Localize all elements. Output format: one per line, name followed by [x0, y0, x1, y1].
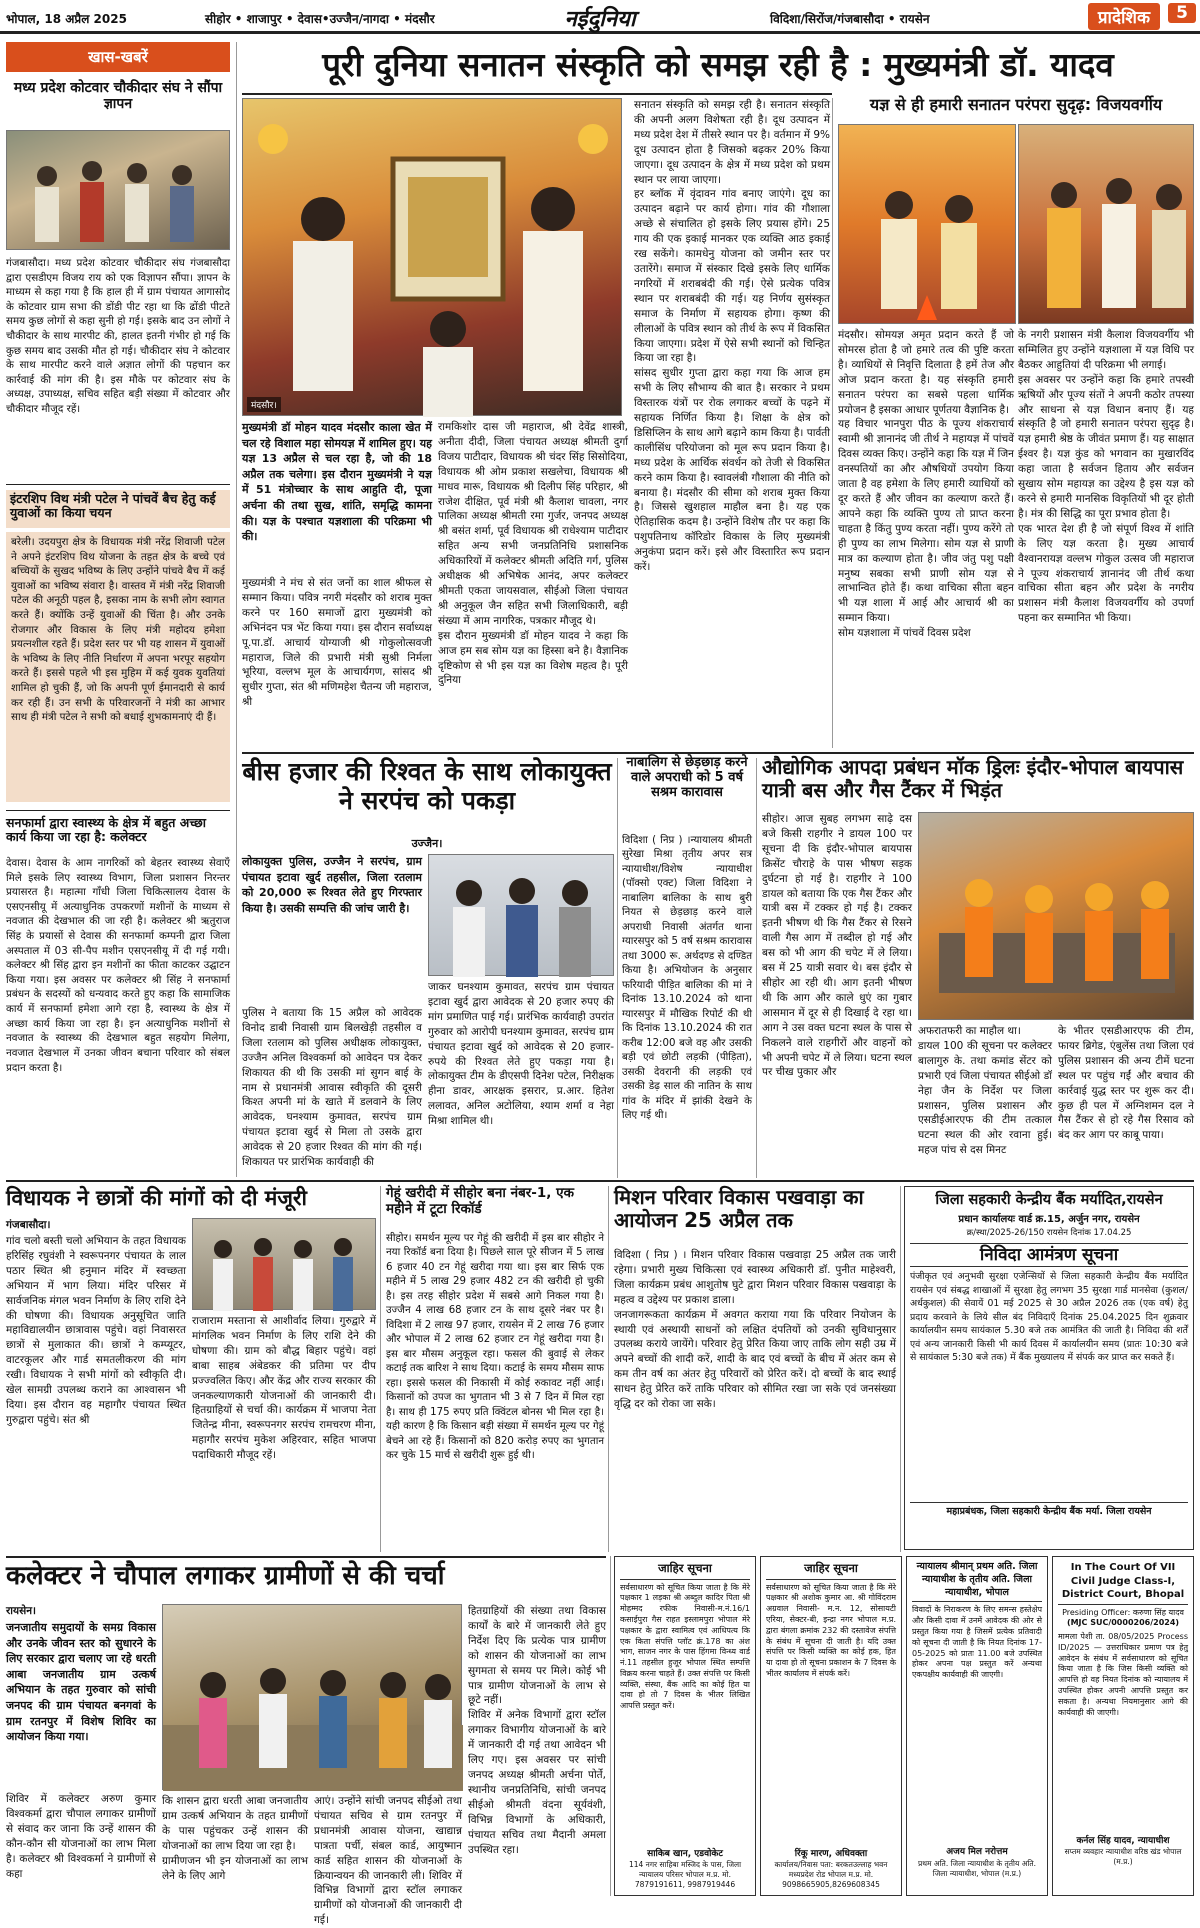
rescue-team-icon: [919, 813, 1195, 1021]
bribe-col2: जाकर घनश्याम कुमावत, सरपंच ग्राम पंचायत इटावा खुर्द द्वारा आवेदक से 20 हजार रुपए की मांग प्रमाणित पाई गई। प्रारंभिक कार्यवाही उपरांत गुरुवार को आरोपी घनश्याम कुमावत, सरपंच ग्राम पंचायत इटावा खुर्द को आवेदक से 20 हजार- रुपये की रिश्वत लेते हुए पकड़ा गया है। लोकायुक्त टीम के डीएसपी दिनेश पटेल, निरीक्षक हीना डावर, आरक्षक इसरार, प्र.आर. हितेश ललावत, अनिल अटोलिया, श्याम शर्मा व नेहा मिश्रा शामिल थी।: [428, 981, 614, 1128]
right-top-col1: मंदसौर। सोमयज्ञ अमृत प्रदान करते हैं जो सोमरस होता है जो हमारे तत्व की पुष्टि करता है। व्याधियों से निवृत्ति दिलाता है हमें तेज और ओज प्रदान करता है। यह संस्कृति हमारी सनातन परंपरा का सबसे पहला धार्मिक प्रयोजन है इसका आधार पूर्णतया वैज्ञानिक है। यह विचार भानपुरा पीठ के पूज्य शंकराचार्य स्वामी श्री ज्ञानानंद जी तीर्थ ने महायज्ञ में पांचवें दिवस व्यक्त किए। उन्होंने कहा कि यज्ञ में जिन वनस्पतियों का और औषधियों उपयोग किया जाता है वह हमेशा के लिए हमारी व्याधियों को दूर करते हैं और जीवन का कल्याण करते हैं। आपने कहा कि व्यक्ति पुण्य तो प्राप्त करना चाहता है किंतु पुण्य करता नहीं। पुण्य करेंगे तो ही पुण्य का लाभ मिलेगा। सोम यज्ञ से प्राणी मात्र का कल्याण होता है। जीव जंतु पशु पक्षी मनुष्य सबका सभी प्राणी सोम यज्ञ से लाभान्वित होते हैं। कथा वाचिका सीता बहन भी यज्ञ शाला में आई और आचार्य श्री का सम्मान किया। सोम यज्ञशाला में पांचवें दिवस प्रदेश: [838, 329, 1014, 640]
pocso-body: विदिशा ( निप्र ) ।न्यायालय श्रीमती सुरेखा मिश्रा तृतीय अपर सत्र न्यायाधीश/विशेष न्यायाधीश (पॉक्सो एक्ट) जिला विदिशा ने नाबालिग बालिका के साथ बुरी नियत से छेड़छाड़ करने वाले अपराधी निवासी अंतर्गत थाना ग्यारसपुर को 5 वर्ष सश्रम कारावास तथा 3000 रू. अर्थदण्ड से दण्डित किया है। अभियोजन के अनुसार फरियादी पीड़ित बालिका की मां ने दिनांक 13.10.2024 को थाना ग्यारसपुर में मौखिक रिपोर्ट की थी कि दिनांक 13.10.2024 की रात करीब 12:00 बजे वह और उसकी बड़ी एवं छोटी लड़की (पीड़िता), उसकी देवरानी की लड़की एवं उसकी डेढ़ साल की नातिन के साथ गांव के मंदिर में झांकी देखने के लिए गई थी।: [622, 835, 752, 1122]
sidebar-story1-headline: मध्य प्रदेश कोटवार चौकीदार संघ ने सौंपा ज्ञापन: [13, 80, 223, 113]
column-rule: [832, 98, 833, 748]
people-group-icon: [7, 131, 231, 251]
edition-date: भोपाल, 18 अप्रैल 2025: [6, 12, 127, 26]
collector-col2: कि शासन द्वारा धरती आबा जनजातीय ग्राम उत्कर्ष अभियान के तहत ग्रामीणों के पास पहुंचकर उन्हें शासन की योजनाओं का लाभ दिया जा रहा है। ग्रामीणजन भी इन योजनाओं का लाभ लेने के लिए आगे: [162, 1795, 308, 1882]
page-number: 5: [1168, 3, 1196, 23]
cities-left: सीहोर • शाजापुर • देवास•उज्जैन/नागदा • मंदसौर: [205, 12, 435, 26]
newspaper-logo: नईदुनिया: [564, 6, 636, 32]
bank-tender-body: पंजीकृत एवं अनुभवी सुरक्षा एजेन्सियों से जिला सहकारी केन्द्रीय बैंक मर्यादित रायसेन एवं संबद्ध शाखाओं में सुरक्षा हेतु लगभग 35 सुरक्षा गार्ड मानसेवा (कुशल/अर्धकुशल) की सेवायें 01 मई 2025 से 30 अप्रैल 2026 तक (एक वर्ष) हेतु प्रदाय करवाने के लिये सील बंद निविदाएँ दिनांक 25.04.2025 दिन शुक्रवार कार्यालयीन समय सायंकाल 5.30 बजे तक आमंत्रित की जाती है। निविदा की शर्तें एवं अन्य जानकारी किसी भी कार्य दिवस में कार्यालयीन समय (प्रातः 10:30 बजे से सायंकाल 5:30 बजे तक) में बैंक मुख्यालय में संपर्क कर प्राप्त कर सकते हैं।: [910, 1271, 1188, 1364]
notice1-signer-address: 114 नगर साहिबा मस्जिद के पास, जिला न्यायालय परिसर भोपाल म.प्र. मो. 7879191611, 9987919446: [628, 1859, 742, 1889]
lead-photo-caption: मंदसौर।: [247, 397, 281, 412]
notice2-signer-address: कार्यालय/निवास पता: बरकतउल्लाह भवन मध्यप्रदेश रोड भोपाल म.प्र. मो. 9098665905,8269608345: [774, 1859, 888, 1889]
notice3-body: विवादों के निराकरण के लिए समन्स हस्तेक्षेप और किसी दावा में उनमें आवेदक की ओर से प्रस्तुत किया गया है जिसमें प्रत्येक प्रतिवादी को सूचना दी जाती है कि नियत दिनांक 17-05-2025 को प्रातः 11.00 बजे उपस्थित होकर अपना पक्ष प्रस्तुत करें अन्यथा एकपक्षीय कार्यवाही की जाएगी।: [912, 1605, 1042, 1680]
notice-court-bhopal: [906, 1556, 1048, 1896]
photo-bribe-accused: [428, 854, 614, 976]
wheat-body: सीहोर। समर्थन मूल्य पर गेहूं की खरीदी में इस बार सीहोर ने नया रिकॉर्ड बना दिया है। पिछले साल पूरे सीजन में 5 लाख 6 हजार 40 टन गेहूं खरीदा गया था। इस बार सिर्फ एक महीने में 5 लाख 29 हजार 482 टन की खरीदी हो चुकी है। इस तरह सीहोर प्रदेश में सबसे आगे निकल गया है। उज्जैन 4 लाख 68 हजार टन के साथ दूसरे नंबर पर है। विदिशा में 2 लाख 97 हजार, रायसेन में 2 लाख 76 हजार और भोपाल में 2 लाख 62 हजार टन गेहूं खरीदा गया है। इस बार मौसम अनुकूल रहा। फसल की बुवाई से लेकर कटाई तक बारिश ने साथ दिया। कटाई के समय मौसम साफ रहा। इससे फसल की निकासी में कोई रुकावट नहीं आई। किसानों को उपज का भुगतान भी 3 से 7 दिन में मिल रहा है। साथ ही 175 रुपए प्रति क्विंटल बोनस भी मिल रहा है। यही कारण है कि किसान बड़ी संख्या में समर्थन मूल्य पर गेहूं बेचने आ रहे हैं। किसानों को 820 करोड़ रुपए का भुगतान कर चुके 15 मार्च से खरीदी शुरू हुई थी।: [386, 1233, 604, 1462]
bank-tender-office: प्रधान कार्यालयः वार्ड क्र.15, अर्जुन नगर, रायसेन: [958, 1213, 1140, 1225]
notice3-title: न्यायालय श्रीमान् प्रथम अति. जिला न्यायाधीश के तृतीय अति. जिला न्यायाधीश, भोपाल: [912, 1561, 1042, 1602]
notice4-signer-address: सप्तम व्यवहार न्यायाधीश वरिष्ठ खंड भोपाल (म.प्र.): [1064, 1847, 1182, 1867]
collector-col3: आएं। उन्होंने सांची जनपद सीईओ तथा पंचायत सचिव से ग्राम रतनपुर में प्रधानमंत्री आवास योजना, खाद्यान्न पात्रता पर्ची, संबल कार्ड, आयुष्मान कार्ड सहित शासन की योजनाओं के क्रियान्वयन की जानकारी ली। शिविर में विभिन्न विभागों द्वारा स्टॉल लगाकर ग्रामीणों को योजनाओं की जानकारी दी गई।: [314, 1795, 462, 1927]
notice1-signer: साकिब खान, एडवोकेट: [647, 1848, 723, 1859]
bribe-col1: पुलिस ने बताया कि 15 अप्रैल को आवेदक विनोद डाबी निवासी ग्राम बिलखेड़ी तहसील व जिला रतलाम को पुलिस अधीक्षक लोकायुक्त, उज्जैन अनिल विश्वकर्मा को आवेदन पत्र देकर शिकायत की थी कि उसकी मां सुगन बाई के नाम से प्रधानमंत्री आवास स्वीकृति की दूसरी किश्त अपनी मां के खाते में डलवाने के लिए आवेदक, घनश्याम कुमावत, सरपंच ग्राम पंचायत इटावा खुर्द से मिला तो उसके द्वारा आवेदक से 20 हजार रिश्वत की मांग की गई। शिकायत पर प्रारंभिक कार्यवाही की: [242, 1007, 422, 1169]
sidebar-story2-headline: इंटरशिप विथ मंत्री पटेल ने पांचवें बैच हेतु कई युवाओं का किया चयन: [6, 490, 230, 528]
collector-headline: कलेक्टर ने चौपाल लगाकर ग्रामीणों से की चर्चा: [6, 1561, 445, 1591]
ceremony-photo-icon: [243, 99, 623, 417]
mla-col2: राजाराम मस्ताना से आशीर्वाद लिया। गुरुद्वारे में मांगलिक भवन निर्माण के लिए राशि देने की घोषणा की। ग्राम को बौद्ध बिहार पहुंचे। वहां बाबा साहब अंबेडकर की प्रतिमा पर दीप प्रज्ज्वलित किए। और केंद्र और राज्य सरकार की जनकल्याणकारी योजनाओं की जानकारी दी। हितग्राहियों से चर्चा की। कार्यक्रम में भाजपा नेता जितेन्द्र मीना, स्वरूपनगर सरपंच रामचरण मीना, महागौर सरपंच मुकेश अहिरवार, सहित भाजपा पदाधिकारी मौजूद रहें।: [192, 1315, 376, 1462]
collector-deck: जनजातीय समुदायों के समग्र विकास और उनके जीवन स्तर को सुधारने के लिए सरकार द्वारा चलाए जा रहे धरती आबा जनजातीय ग्राम उत्कर्ष अभियान के तहत गुरुवार को सांची जनपद की ग्राम पंचायत बनगवां के ग्राम रतनपुर में विशेष शिविर का आयोजन किया गया।: [6, 1621, 156, 1744]
notice-jahir-soochna-2: [760, 1556, 902, 1896]
column-rule: [756, 758, 757, 1178]
divider: [242, 93, 832, 95]
sidebar-story2-body: बरेली। उदयपुरा क्षेत्र के विधायक मंत्री नरेंद्र शिवाजी पटेल ने अपने इंटरशिप विथ योजना के तहत क्षेत्र के बच्चे एवं बच्चियों के सुखद भविष्य के लिए उन्होंने पांचवे बैच में कई युवाओं का भविष्य संवारा है। वास्तव में मंत्री नरेंद्र शिवाजी पटेल की अनूठी पहल है, इसका नाम के सभी लोग स्वागत करते हैं। क्योंकि उन्हें युवाओं की चिंता है। और उनके रोजगार और विकास के लिए मंत्री महोदय हमेशा प्रयत्नशील रहते हैं। प्रदेश स्तर पर भी यह शासन में युवाओं के भविष्य के लिए नीति निर्धारण में अपना भरपूर सहयोग करते हैं। इससे पहले भी इस मुहिम में कई युवक युवतियां शामिल हो चुकी हैं, जो कि अपनी पूर्ण ईमानदारी से कार्य कर रही हैं। उन सभी के परिवारजनों ने मंत्री का आभार साथ ही मंत्री पटेल ने सभी को बधाई शुभकामनाएं दी हैं।: [6, 532, 230, 802]
divider: [6, 1556, 606, 1558]
bank-tender-heading: निविदा आमंत्रण सूचना: [910, 1243, 1188, 1268]
column-rule: [380, 1186, 381, 1552]
notice4-case: (MJC SUC/0000206/2024): [1066, 1618, 1180, 1628]
sidebar-photo-kotwar: [6, 130, 230, 250]
column-rule: [617, 758, 618, 1178]
bribe-deck: लोकायुक्त पुलिस, उज्जैन ने सरपंच, ग्राम पंचायत इटावा खुर्द तहसील, जिला रतलाम को 20,000 रू रिश्वत लेते हुए गिरफ्तार किया है। उसकी सम्पत्ति की जांच जारी है।: [242, 855, 422, 915]
notice-civil-judge: [1052, 1556, 1194, 1896]
photo-collector-chaupal: [162, 1604, 462, 1790]
pocso-headline: नाबालिग से छेड़छाड़ करने वाले अपराधी को 5 वर्ष सश्रम कारावास: [626, 755, 748, 800]
notice1-body: सर्वसाधारण को सूचित किया जाता है कि मेरे पक्षकार 1 लड़का श्री अब्दुल कादिर पिता श्री मोहम्मद रफीक निवासी-म.नं.16/1 कसाईपुरा गैस राहत इस्लामपुरा भोपाल मेरे पक्षकार के द्वारा स्वामित्व एवं आधिपत्य कि एक किता संपत्ति प्लॉट क्रं.178 का अंश भाग, साजन नगर के पास हिंगमा विन्ध्य वार्ड नं.11 तहसील हुजूर भोपाल स्थित सम्पत्ति विक्रय करना चाहते हैं। उक्त संपत्ति पर किसी व्यक्ति, संस्था, बैंक आदि का कोई हित या दावा हो तो 7 दिवस के भीतर लिखित आपत्ति प्रस्तुत करें।: [620, 1582, 750, 1711]
notice4-title: In The Court Of VII Civil Judge Class-I, District Court, Bhopal: [1058, 1561, 1188, 1605]
lead-deck: मुख्यमंत्री डॉ मोहन यादव मंदसौर काला खेत में चल रहे विशाल महा सोमयज्ञ में शामिल हुए। यह यज्ञ 13 अप्रैल से चल रहा है, जो की 18 अप्रैल तक चलेगा। इस दौरान मुख्यमंत्री ने यज्ञ में 51 मंत्रोच्चार के साथ आहुति दी, पूजा अर्चना की तथा सुख, शांति, समृद्धि कामना की। यज्ञ के पश्चात यज्ञशाला की परिक्रमा भी की।: [242, 421, 432, 544]
kicker-khaas-khabren: खास-खबरें: [6, 42, 230, 72]
mission-headline: मिशन परिवार विकास पखवाड़ा का आयोजन 25 अप्रैल तक: [614, 1185, 864, 1232]
mockdrill-headline: औद्योगिक आपदा प्रबंधन मॉक ड्रिलः इंदौर-भोपाल बायपास यात्री बस और गैस टैंकर में भिड़ंत: [762, 755, 1184, 802]
notice1-title: जाहिर सूचना: [620, 1561, 750, 1580]
column-rule: [900, 1186, 901, 1552]
right-top-col2: के नगरी प्रशासन मंत्री कैलाश विजयवर्गीय भी सम्मिलित हुए उन्होंने यज्ञशाला में यज्ञ विधि पर बैठकर आहुतियां दी परिक्रमा भी लगाई। इस अवसर पर उन्होंने कहा कि हमारे तपस्वी ऋषियों और पूज्य संतों ने अपनी कठोर तपस्या और साधना से यज्ञ विधान बनाए हैं। यह संस्कृति है जो हमारी सनातन परंपरा सुदृढ़ है। यज्ञ हमारी श्रेष्ठ के जीवंत प्रमाण हैं। यह साक्षात ईश्वर है। यज्ञ कुंड को भगवान का मुखारविंद कहा जाता है सर्वजन हिताय और सर्वजन सुखाय सोम महायज्ञ का उद्देश्य है इस यज्ञ को करने से हमारी मानसिक विकृतियों भी दूर होती है। मंत्र की सिद्धि का पूरा प्रभाव होता है। एक भारत देश ही है जो संपूर्ण विश्व में शांति के लिए यज्ञ करता है। मुख्य आचार्य वैश्वानरायज्ञ वल्लभ गोकुल उत्सव जी महाराज ने पूज्य शंकराचार्य ज्ञानानंद जी तीर्थ कथा वाचिका सीता बहन और प्रदेश के नगरीय प्रशासन मंत्री कैलाश विजयवर्गीय को उपर्णा पहना कर सम्मानित भी किया।: [1018, 329, 1194, 625]
notice4-presiding: Presiding Officer: करुणा सिंह यादव: [1062, 1607, 1184, 1617]
right-top-headline: यज्ञ से ही हमारी सनातन परंपरा सुदृढ़: विजयवर्गीय: [869, 95, 1163, 114]
mockdrill-col2: अफरातफरी का माहौल था। डायल 100 की सूचना पर कलेक्टर बालागुरु के. तथा कमांड सेंटर को प्रभारी एवं जिला पंचायत सीईओ डॉ नेहा जैन के निर्देश पर जिला प्रशासन, पुलिस प्रशासन और एसडीईआरएफ की टीम तत्काल घटना स्थल की ओर रवाना हुई। महज पांच से दस मिनट: [918, 1025, 1052, 1157]
lead-col3: सनातन संस्कृति को समझ रही है। सनातन संस्कृति की अपनी अलग विशेषता रही है। दूध उत्पादन में मध्य प्रदेश देश में तीसरे स्थान पर है। वर्तमान में 9% दूध उत्पादन होता है जिसको बढ़कर 20% किया जाएगा। दूध उत्पादन के क्षेत्र में मध्य प्रदेश को प्रथम स्थान पर लाया जाएगा। हर ब्लॉक में वृंदावन गांव बनाए जाएंगे। दूध का उत्पादन बढ़ाने पर कार्य होगा। गांव की गौशाला अच्छे से संचालित हो इसके लिए प्रयास होंगे। 25 गाय की एक इकाई मानकर एक व्यक्ति आठ इकाई रख सकेंगे। कामधेनु योजना को जमीन स्तर पर उतारेंगे। समाज में संस्कार दिखे इसके लिए धार्मिक नगरियों में शराबबंदी की गई। ऐसे प्रत्येक पवित्र स्थान पर शराबबंदी की गई। यह निर्णय सुसंस्कृत समाज के निर्माण में सहायक होगा। कृष्ण की लीलाओं के पवित्र स्थान को तीर्थ के रूप में विकसित किया जाएगा। प्रदेश में ऐसे सभी स्थानों को चिन्हित किया जा रहा है। सांसद सुधीर गुप्ता द्वारा कहा गया कि आज हम सभी के लिए सौभाग्य की बात है। सरकार ने प्रथम विस्तारक यंत्रों पर रोक लगाकर बच्चों के पढ़ने में सहायक निर्णित किया है। शिक्षा के क्षेत्र को डिसिप्लिन के साथ आगे बढ़ाने काम किया है। पार्वती कालीसिंध परियोजना को मूल रूप प्रदान किया है। मध्य प्रदेश के आर्थिक संवर्धन को तेजी से विकसित करने काम किया है। स्वावलंबी गौशाला की नीति को बनाया है। मंदसौर की सीमा को शराब मुक्त किया है। जिससे खुशहाल माहौल बना है। यह एक ऐतिहासिक कदम है। उन्होंने विशेष तौर पर कहा कि पशुपतिनाथ कॉरिडोर विकास के लिए मुख्यमंत्री अनुकंपा प्रदान करें। इसे और विस्तारित रूप प्रदान करें।: [634, 99, 831, 574]
notice2-signer: रिंकू मारण, अधिवक्ता: [794, 1848, 868, 1859]
mla-dateline: गंजबासौदा।: [6, 1219, 51, 1231]
bribe-dateline: उज्जैन।: [411, 837, 443, 850]
mockdrill-col1: सीहोर। आज सुबह लगभग साढ़े दस बजे किसी राहगीर ने डायल 100 पर सूचना दी कि इंदौर-भोपाल बायपास क्रिसेंट चौराहे के पास भीषण सड़क दुर्घटना हो गई है। राहगीर ने 100 डायल को बताया कि एक गैस टैंकर और यात्री बस में टक्कर हो गई है। टक्कर इतनी भीषण थी कि गैस टैंकर से रिसने वाली गैस आग में तब्दील हो गई और बस को भी आग की चपेट में ले लिया। बस में 25 यात्री सवार थे। बस इंदौर से सीहोर आ रही थी। आग इतनी भीषण थी कि आग और काले धुएं का गुबार आसमान में दूर से ही दिखाई दे रहा था। आग ने उस वक्त घटना स्थल के पास से निकलने वाले राहगीरों और वाहनों को भी अपनी चपेट में ले लिया। घटना स्थल पर चीख पुकार और: [762, 813, 912, 1079]
lead-headline: पूरी दुनिया सनातन संस्कृति को समझ रही है : मुख्यमंत्री डॉ. यादव: [322, 45, 1114, 84]
collector-col1: शिविर में कलेक्टर अरुण कुमार विश्वकर्मा द्वारा चौपाल लगाकर ग्रामीणों से संवाद कर जाना कि उन्हें शासन की कौन-कौन सी योजनाओं का लाभ मिला है। कलेक्टर श्री विश्वकर्मा ने ग्रामीणों से कहा: [6, 1793, 156, 1880]
notice2-title: जाहिर सूचना: [766, 1561, 896, 1580]
sidebar-story3-headline: सनफार्मा द्वारा स्वास्थ्य के क्षेत्र में बहुत अच्छा कार्य किया जा रहा है: कलेक्टर: [6, 815, 206, 845]
column-rule: [236, 42, 237, 1177]
masthead: [0, 0, 1200, 34]
notice4-signer: कर्नल सिंह यादव, न्यायाधीश: [1076, 1836, 1170, 1847]
sidebar-story3-body: देवास। देवास के आम नागरिकों को बेहतर स्वास्थ्य सेवाएँ मिले इसके लिए स्वास्थ्य विभाग, जिला प्रशासन निरन्तर प्रयासरत है। महात्मा गाँधी जिला चिकित्सालय देवास के एसएनसीयू में अत्याधुनिक उपकरणों मशीनों के माध्यम से नवजात की देखभाल की जा रही है। कलेक्टर श्री ऋतुराज सिंह के प्रयासों से देवास की सनफार्मा कम्पनी द्वारा जिला अस्पताल में 03 सी-पैप मशीन एसएनसीयू में दी गई गयी। कलेक्टर श्री सिंह द्वारा इन मशीनों का फीता काटकर उद्घाटन किया गया। इस अवसर पर कलेक्टर श्री सिंह ने सनफार्मा प्रबंधन के सदस्यों को धन्यवाद करते हुए कहा कि सामाजिक कार्य में सनफार्मा हमेशा आगे रहा है, स्वास्थ्य के क्षेत्र में अच्छा कार्य किया जा रहा है। इन अत्याधुनिक मशीनों से नवजात के स्वास्थ्य की देखभाल बहुत सहयोग मिलेगा, नवजात देखभाल में उनका जीवन बचाना परिवार को संबल प्रदान करता है।: [6, 857, 230, 1074]
cities-right: विदिशा/सिरोंज/गंजबासौदा • रायसेन: [770, 12, 930, 26]
photo-mock-drill: [918, 812, 1194, 1020]
bribe-headline: बीस हजार की रिश्वत के साथ लोकायुक्त ने सरपंच को पकड़ा: [242, 757, 612, 815]
column-rule: [608, 1186, 609, 1552]
column-rule: [610, 1556, 611, 1896]
bank-tender-ref: क्र/स्था/2025-26/150 रायसेन दिनांक 17.04.25: [966, 1228, 1132, 1239]
notice3-signer: अजय मिल नरोत्तम: [946, 1847, 1008, 1858]
priest-group-icon: [1019, 125, 1195, 325]
lead-photo-cm-yadav: [242, 98, 622, 416]
mla-col1: गांव चलो बस्ती चलो अभियान के तहत विधायक हरिसिंह रघुवंशी ने स्वरूपनगर पंचायत के लाल पठार स्थित श्री हनुमान मंदिर में स्वच्छता अभियान में भाग लिया। मंदिर परिसर में सार्वजनिक मंगल भवन निर्माण के लिए राशि देने की घोषणा की। विधायक अनुसूचित जाति महाविद्यालयीन छात्रावास पहुंचे। वहां निवासरत छात्रों से मुलाकात की। छात्रों ने कम्प्यूटर, वाटरकूलर और गार्ड समतलीकरण की मांग रखी। विधायक ने सभी मांगों को स्वीकृति दी। खेल सामग्री उपलब्ध कराने का आश्वासन भी दिया। इस दौरान वह महागौर पंचायत स्थित गुरुद्वारा पहुंचे। संत श्री: [6, 1235, 186, 1426]
mla-headline: विधायक ने छात्रों की मांगों को दी मंजूरी: [6, 1186, 307, 1210]
lead-col1: मुख्यमंत्री ने मंच से संत जनों का शाल श्रीफल से सम्मान किया। पवित्र नगरी मंदसौर को शराब मुक्त करने पर 160 समाजों द्वारा मुख्यमंत्री को अभिनंदन पत्र भेंट किया गया। इस दौरान सर्वाध्यक्ष पू.पा.डॉ. आचार्य योग्याजी श्री गोकुलोत्सवजी महाराज, जिले की प्रभारी मंत्री सुश्री निर्मला भूरिया, वल्लभ मूल के आचार्यगण, सांसद श्री सुधीर गुप्ता, संत श्री मणिमहेश चैतन्य जी महाराज, श्री: [242, 577, 432, 709]
divider: [6, 1180, 1194, 1182]
three-men-icon: [429, 855, 615, 977]
photo-yagya-1: [838, 124, 1016, 324]
mission-body: विदिशा ( निप्र ) । मिशन परिवार विकास पखवाड़ा 25 अप्रैल तक जारी रहेगा। प्रभारी मुख्य चिकित्सा एवं स्वास्थ्य अधिकारी डॉ. पुनीत माहेश्वरी, जिला कार्यक्रम प्रबंध आशुतोष घुटे द्वारा मिशन परिवार विकास पखवाड़ा के महत्व व उद्देश्य पर प्रकाश डाला। जनजागरूकता कार्यक्रम में अवगत कराया गया कि परिवार नियोजन के स्थायी एवं अस्थायी साधनों को लक्षित दंपतियों को उनकी सुविधानुसार उपलब्ध कराये जायेंगे। परिवार हेतु प्रेरित किया जाए ताकि लोग सही उम्र में अपने बच्चों की शादी करें, शादी के बाद एवं बच्चों के बीच में अंतर कम से कम तीन वर्ष का अंतर हेतु परिवारों को प्रेरित करें। दो बच्चों के बाद स्थाई साधन हेतु प्रेरित करें ताकि परिवार को सीमित रखा जा सके एवं जनसंख्या वृद्धि दर को रोका जा सके।: [614, 1249, 896, 1411]
notice4-body: मामला पेशी ता. 08/05/2025 Process ID/2025 — उत्तराधिकार प्रमाण पत्र हेतु आवेदन के संबंध में सर्वसाधारण को सूचित किया जाता है कि जिस किसी व्यक्ति को आपत्ति हो वह नियत दिनांक को न्यायालय में उपस्थित होकर अपनी आपत्ति प्रस्तुत कर सकता है। अन्यथा नियमानुसार आगे की कार्यवाही की जाएगी।: [1058, 1632, 1188, 1717]
section-tag: प्रादेशिक: [1088, 3, 1160, 30]
lead-col2: रामकिशोर दास जी महाराज, श्री देवेंद्र शास्त्री, अनीता दीदी, जिला पंचायत अध्यक्ष श्रीमती दुर्गा विजय पाटीदार, विधायक श्री चंदर सिंह सिसोदिया, विधायक श्री ओम प्रकाश सखलेचा, विधायक श्री माधव मारू, विधायक श्री दिलीप सिंह परिहार, श्री राजेश दीक्षित, पूर्व मंत्री श्री कैलाश चावला, नगर पालिका अध्यक्ष श्रीमती रमा गुर्जर, जनपद अध्यक्ष श्री बसंत शर्मा, पूर्व विधायक श्री राधेश्याम पाटीदार सहित अन्य सभी जनप्रतिनिधि प्रशासनिक अधिकारियों में कलेक्टर श्रीमती अदिति गर्ग, पुलिस अधीक्षक श्री अभिषेक आनंद, अपर कलेक्टर श्रीमती एकता जायसवाल, सीईओ जिला पंचायत श्री अनुकूल जैन सहित सभी जिलाधिकारी, बड़ी संख्या में आम नागरिक, पत्रकार मौजूद थे। इस दौरान मुख्यमंत्री डॉ मोहन यादव ने कहा कि आज हम सब सोम यज्ञ का हिस्सा बने है। वैज्ञानिक दृष्टिकोण से भी इस यज्ञ का विशेष महत्व है। पूरी दुनिया: [438, 421, 628, 687]
students-group-icon: [193, 1219, 377, 1311]
sidebar-story1-body: गंजबासौदा। मध्य प्रदेश कोटवार चौकीदार संघ गंजबासौदा द्वारा एसडीएम विजय राय को एक विज्ञापन सौंपा। ज्ञापन के माध्यम से कहा गया है कि हाल ही में ग्राम पंचायत आगासोद के कोटवार ग्राम सभा की डोंडी पीट रहा था कि ढोंडी पीटते समय कुछ लोगों से कहा सुनी हो गई। इसके बाद उन लोगों ने चौकीदार के साथ मारपीट की, हालत इतनी गंभीर हो गई कि कुछ समय बाद उसकी मौत हो गई। चौकीदार संघ ने कोटवार के साथ मारपीट करने वाले अज्ञात लोगों की पहचान कर कार्रवाई की मांग की है। इस मौके पर कोटवार संघ के अध्यक्ष, उपाध्यक्ष, सचिव सहित बड़ी संख्या में कोटवार और चौकीदार मौजूद रहें।: [6, 257, 230, 416]
villagers-meeting-icon: [163, 1605, 463, 1791]
mockdrill-col3: के भीतर एसडीआरएफ की टीम, फायर ब्रिगेड, एंबुलेंस तथा जिला एवं पुलिस प्रशासन की अन्य टीमें घटना स्थल पर पहुंच गईं और बचाव की कार्रवाई युद्ध स्तर पर शुरू कर दी। कुछ ही पल में अग्निशमन दल ने गैस टैंकर से हो रहे गैस रिसाव को बंद कर आग पर काबू पाया।: [1058, 1025, 1194, 1142]
bank-tender-footer: महाप्रबंधक, जिला सहकारी केन्द्रीय बैंक मर्या. जिला रायसेन: [910, 1502, 1188, 1519]
wheat-headline: गेहूं खरीदी में सीहोर बना नंबर-1, एक महीने में टूटा रिकॉर्ड: [386, 1185, 574, 1217]
bank-tender-ad: [904, 1186, 1194, 1550]
divider: [6, 810, 230, 811]
notice-jahir-soochna-1: [614, 1556, 756, 1896]
yagya-fire-icon: [839, 125, 1017, 325]
photo-yagya-2: [1018, 124, 1194, 324]
divider: [6, 484, 230, 485]
notice2-body: सर्वसाधारण को सूचित किया जाता है कि मेरे पक्षकार श्री अशोक कुमार आ. श्री गोविंदराम अग्रवाल निवासी- म.न. 12, सोसायटी एरिया, सेक्टर-बी, इन्द्रा नगर भोपाल म.प्र. द्वारा बंगला क्रमांक 232 की दस्तावेज संपत्ति के संबंध में सूचना दी जाती है। यदि उक्त संपत्ति पर किसी व्यक्ति का कोई हक, हित या दावा हो तो सूचना प्रकाशन के 7 दिवस के भीतर कार्यालय में संपर्क करें।: [766, 1582, 896, 1678]
photo-mla-students: [192, 1218, 376, 1310]
collector-dateline: रायसेन।: [6, 1605, 37, 1617]
notice3-signer-address: प्रथम अति. जिला न्यायाधीश के तृतीय अति. जिला न्यायाधीश, भोपाल (म.प्र.): [917, 1858, 1037, 1878]
bank-tender-title: जिला सहकारी केन्द्रीय बैंक मर्यादित,रायसेन: [935, 1192, 1163, 1208]
collector-col4: हितग्राहियों की संख्या तथा विकास कार्यों के बारे में जानकारी लेते हुए निर्देश दिए कि प्रत्येक पात्र ग्रामीण को शासन की योजनाओं का लाभ सुगमता से समय पर मिले। कोई भी पात्र ग्रामीण योजनाओं के लाभ से छूटे नहीं। शिविर में अनेक विभागों द्वारा स्टॉल लगाकर विभागीय योजनाओं के बारे में जानकारी दी गई तथा आवेदन भी लिए गए। इस अवसर पर सांची जनपद अध्यक्ष श्रीमती अर्चना पोर्ते, स्थानीय जनप्रतिनिधि, सांची जनपद सीईओ श्रीमती वंदना सूर्यवंशी, विभिन्न विभागों के अधिकारी, पंचायत सचिव तथा मैदानी अमला उपस्थित रहा।: [468, 1605, 606, 1856]
divider: [242, 752, 1194, 754]
